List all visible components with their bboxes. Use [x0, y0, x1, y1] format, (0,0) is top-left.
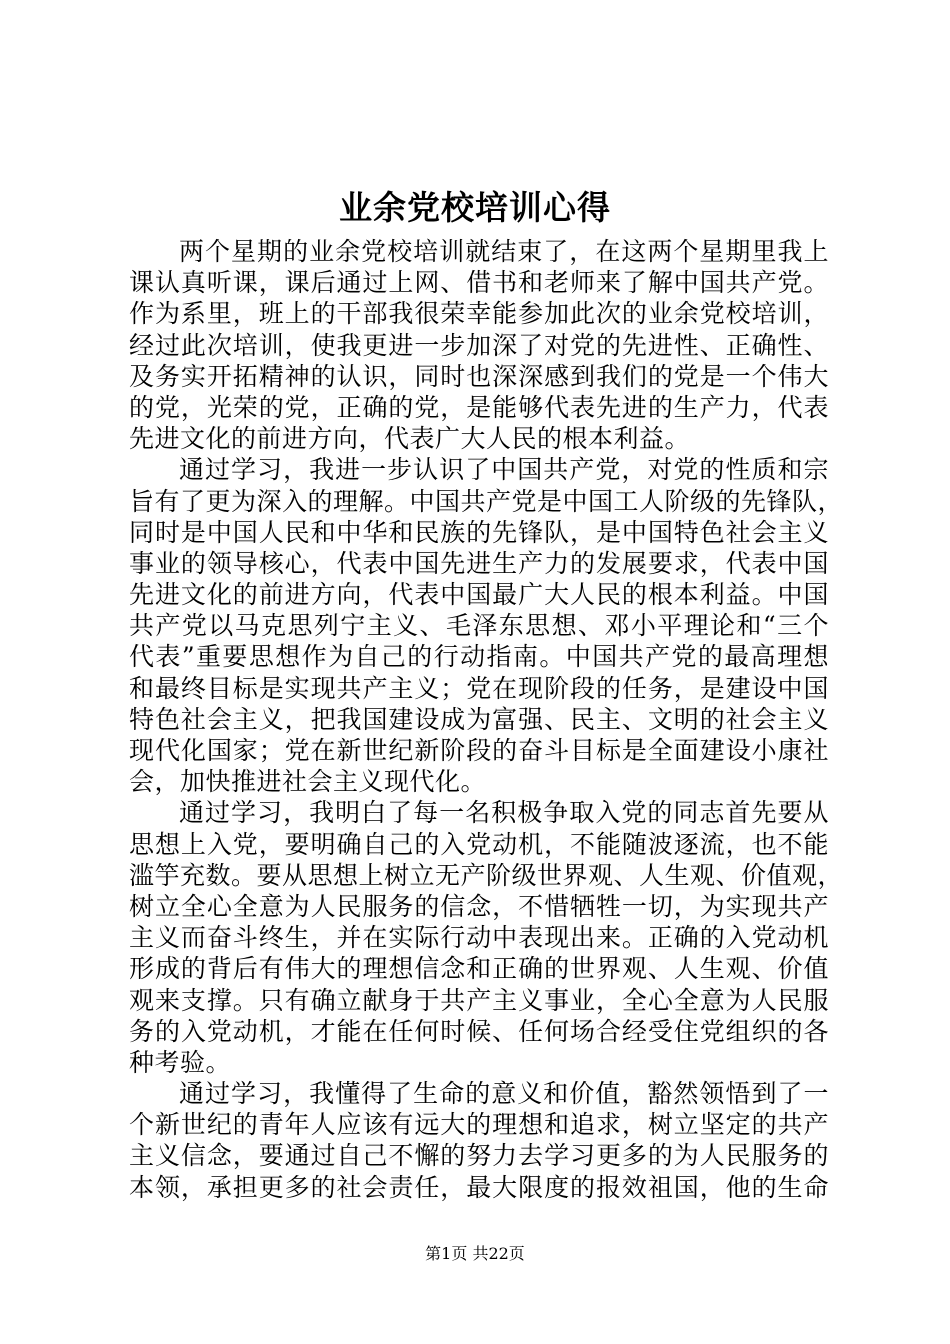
text-line: 树立全心全意为人民服务的信念，不惜牺牲一切，为实现共产	[129, 891, 829, 921]
text-line: 通过学习，我进一步认识了中国共产党，对党的性质和宗	[179, 455, 829, 485]
paragraph-4	[129, 1078, 829, 1203]
text-line: 主义信念，要通过自己不懈的努力去学习更多的为人民服务的	[129, 1141, 829, 1171]
paragraph-1	[129, 236, 829, 454]
text-line: 课认真听课，课后通过上网、借书和老师来了解中国共产党。	[129, 268, 829, 298]
page-footer: 第1页 共22页	[425, 1244, 525, 1263]
paragraph-3	[129, 797, 844, 1078]
text-line: 通过学习，我明白了每一名积极争取入党的同志首先要从	[179, 798, 829, 828]
text-line: 思想上入党，要明确自己的入党动机，不能随波逐流，也不能	[129, 829, 829, 859]
text-line: 本领，承担更多的社会责任，最大限度的报效祖国，他的生命	[129, 1172, 829, 1202]
text-line: 滥竽充数。要从思想上树立无产阶级世界观、人生观、价值观，	[129, 860, 844, 890]
text-line: 代表”重要思想作为自己的行动指南。中国共产党的最高理想	[129, 642, 829, 672]
text-line: 通过学习，我懂得了生命的意义和价值，豁然领悟到了一	[179, 1079, 829, 1109]
document-title: 业余党校培训心得	[339, 188, 611, 227]
text-line: 作为系里，班上的干部我很荣幸能参加此次的业余党校培训，	[129, 299, 829, 329]
text-line: 同时是中国人民和中华和民族的先锋队，是中国特色社会主义	[129, 517, 829, 547]
text-line: 共产党以马克思列宁主义、毛泽东思想、邓小平理论和“三个	[129, 611, 829, 641]
text-line: 个新世纪的青年人应该有远大的理想和追求，树立坚定的共产	[129, 1110, 829, 1140]
text-line: 旨有了更为深入的理解。中国共产党是中国工人阶级的先锋队，	[129, 486, 844, 516]
document-body	[129, 236, 844, 1203]
text-line: 事业的领导核心，代表中国先进生产力的发展要求，代表中国	[129, 548, 829, 578]
text-line: 务的入党动机，才能在任何时候、任何场合经受住党组织的各	[129, 1016, 829, 1046]
text-line: 经过此次培训，使我更进一步加深了对党的先进性、正确性、	[129, 330, 829, 360]
text-line: 会，加快推进社会主义现代化。	[129, 767, 487, 797]
text-line: 现代化国家；党在新世纪新阶段的奋斗目标是全面建设小康社	[129, 736, 829, 765]
text-line: 先进文化的前进方向，代表广大人民的根本利益。	[129, 424, 691, 454]
text-line: 和最终目标是实现共产主义；党在现阶段的任务，是建设中国	[129, 673, 829, 703]
text-line: 的党，光荣的党，正确的党，是能够代表先进的生产力，代表	[129, 392, 829, 422]
text-line: 及务实开拓精神的认识，同时也深深感到我们的党是一个伟大	[129, 361, 829, 391]
text-line: 两个星期的业余党校培训就结束了，在这两个星期里我上	[179, 237, 829, 266]
paragraph-2	[129, 454, 844, 797]
text-line: 先进文化的前进方向，代表中国最广大人民的根本利益。中国	[129, 580, 829, 610]
text-line: 观来支撑。只有确立献身于共产主义事业，全心全意为人民服	[129, 985, 829, 1015]
text-line: 主义而奋斗终生，并在实际行动中表现出来。正确的入党动机	[129, 923, 829, 953]
text-line: 形成的背后有伟大的理想信念和正确的世界观、人生观、价值	[129, 954, 829, 984]
text-line: 特色社会主义，把我国建设成为富强、民主、文明的社会主义	[129, 704, 829, 734]
text-line: 种考验。	[129, 1047, 232, 1077]
